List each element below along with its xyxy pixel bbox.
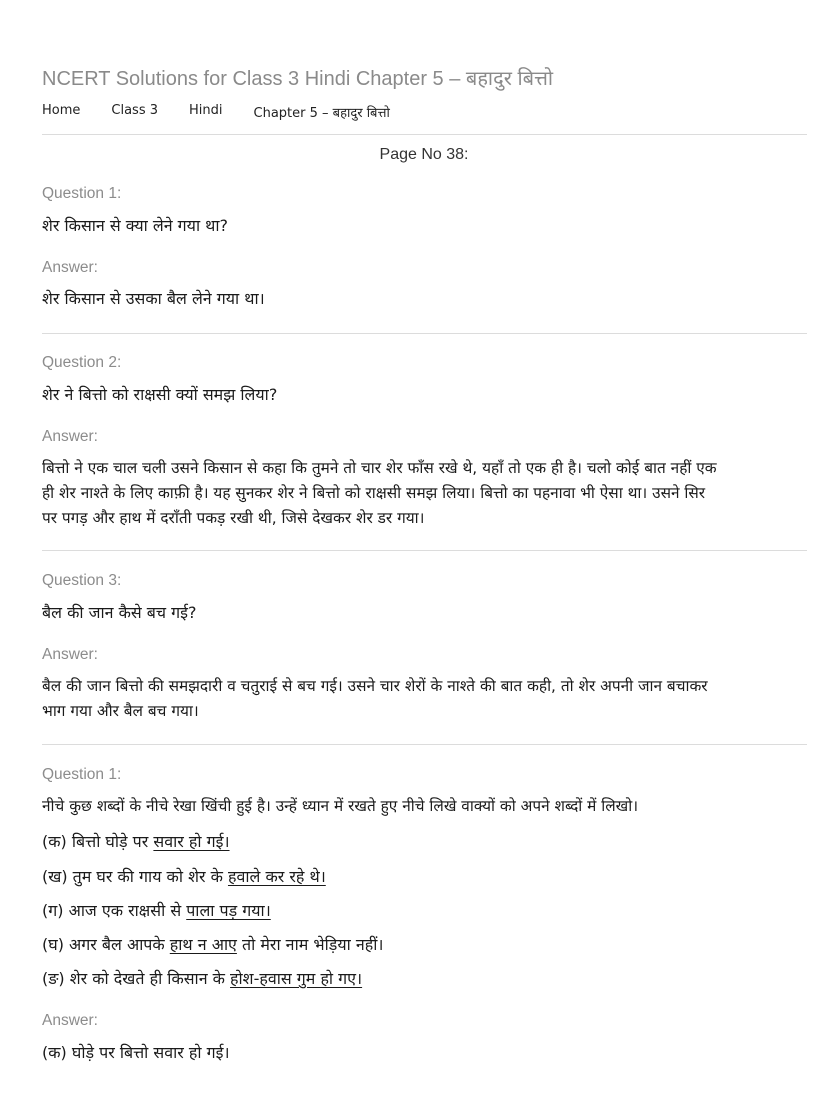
- sentence-item: [42, 966, 805, 991]
- sentence-text: (क) बित्तो घोड़े पर: [42, 832, 154, 851]
- question-label: Question 2:: [42, 354, 122, 371]
- question-label: Question 1:: [42, 766, 122, 783]
- answer-text: (क) घोड़े पर बित्तो सवार हो गई।: [42, 1043, 230, 1062]
- sentence-item: [42, 829, 805, 854]
- answer-line: पर पगड़ और हाथ में दराँती पकड़ रखी थी, जिसे देखकर शेर डर गया।: [42, 509, 425, 527]
- divider: [42, 333, 807, 334]
- answer-line: बैल की जान बित्तो की समझदारी व चतुराई से बच गई। उसने चार शेरों के नाश्ते की बात कही, तो शेर अपनी जान बचाकर: [42, 677, 708, 695]
- breadcrumb-subject-link[interactable]: Hindi: [189, 103, 223, 118]
- answer-text: शेर किसान से उसका बैल लेने गया था।: [42, 289, 265, 308]
- sentence-text: तो मेरा नाम भेड़िया नहीं।: [236, 935, 384, 954]
- question-text: शेर किसान से क्या लेने गया था?: [42, 216, 229, 235]
- breadcrumb: [42, 103, 390, 121]
- answer-line: बित्तो ने एक चाल चली उसने किसान से कहा कि तुमने तो चार शेर फाँस रखे थे, यहाँ तो एक ही है। चलो कोई बात नहीं एक: [42, 459, 717, 477]
- sentence-text: (ङ) शेर को देखते ही किसान के: [42, 969, 231, 988]
- answer-text: [42, 674, 805, 724]
- question-text: शेर ने बित्तो को राक्षसी क्यों समझ लिया?: [42, 385, 278, 404]
- divider: [42, 550, 807, 551]
- answer-label: Answer:: [42, 646, 98, 663]
- divider: [42, 744, 807, 745]
- question-text: बैल की जान कैसे बच गई?: [42, 603, 197, 622]
- question-label: Question 3:: [42, 572, 122, 589]
- question-text: नीचे कुछ शब्दों के नीचे रेखा खिंची हुई है। उन्हें ध्यान में रखते हुए नीचे लिखे वाक्यों को अपने शब्दों में लिखो।: [42, 797, 639, 815]
- sentence-item: [42, 864, 805, 889]
- underlined-phrase: पाला पड़ गया।: [186, 901, 271, 920]
- question-label: Question 1:: [42, 185, 122, 202]
- answer-label: Answer:: [42, 1012, 98, 1029]
- sentence-text: (ख) तुम घर की गाय को शेर के: [42, 867, 228, 886]
- breadcrumb-class-link[interactable]: Class 3: [111, 103, 158, 118]
- page-title: NCERT Solutions for Class 3 Hindi Chapter 5 – बहादुर बित्तो: [42, 68, 554, 90]
- sentence-item: [42, 898, 805, 923]
- answer-label: Answer:: [42, 428, 98, 445]
- breadcrumb-home-link[interactable]: Home: [42, 103, 81, 118]
- answer-text: [42, 456, 805, 531]
- sentence-text: (घ) अगर बैल आपके: [42, 935, 170, 954]
- underlined-phrase: सवार हो गई।: [153, 832, 230, 851]
- underlined-phrase: हवाले कर रहे थे।: [227, 867, 326, 886]
- answer-line: ही शेर नाश्ते के लिए काफ़ी है। यह सुनकर शेर ने बित्तो को राक्षसी समझ लिया। बित्तो का पहनावा भी ऐसा था। उसने सिर: [42, 484, 706, 502]
- page-number-heading: Page No 38:: [379, 146, 469, 163]
- breadcrumb-chapter-link[interactable]: Chapter 5 – बहादुर बित्तो: [253, 106, 390, 121]
- answer-label: Answer:: [42, 259, 98, 276]
- divider: [42, 134, 807, 135]
- sentence-text: (ग) आज एक राक्षसी से: [42, 901, 187, 920]
- sentence-item: [42, 932, 805, 957]
- underlined-phrase: हाथ न आए: [169, 935, 237, 954]
- answer-line: भाग गया और बैल बच गया।: [42, 702, 199, 720]
- underlined-phrase: होश-हवास गुम हो गए।: [230, 969, 363, 988]
